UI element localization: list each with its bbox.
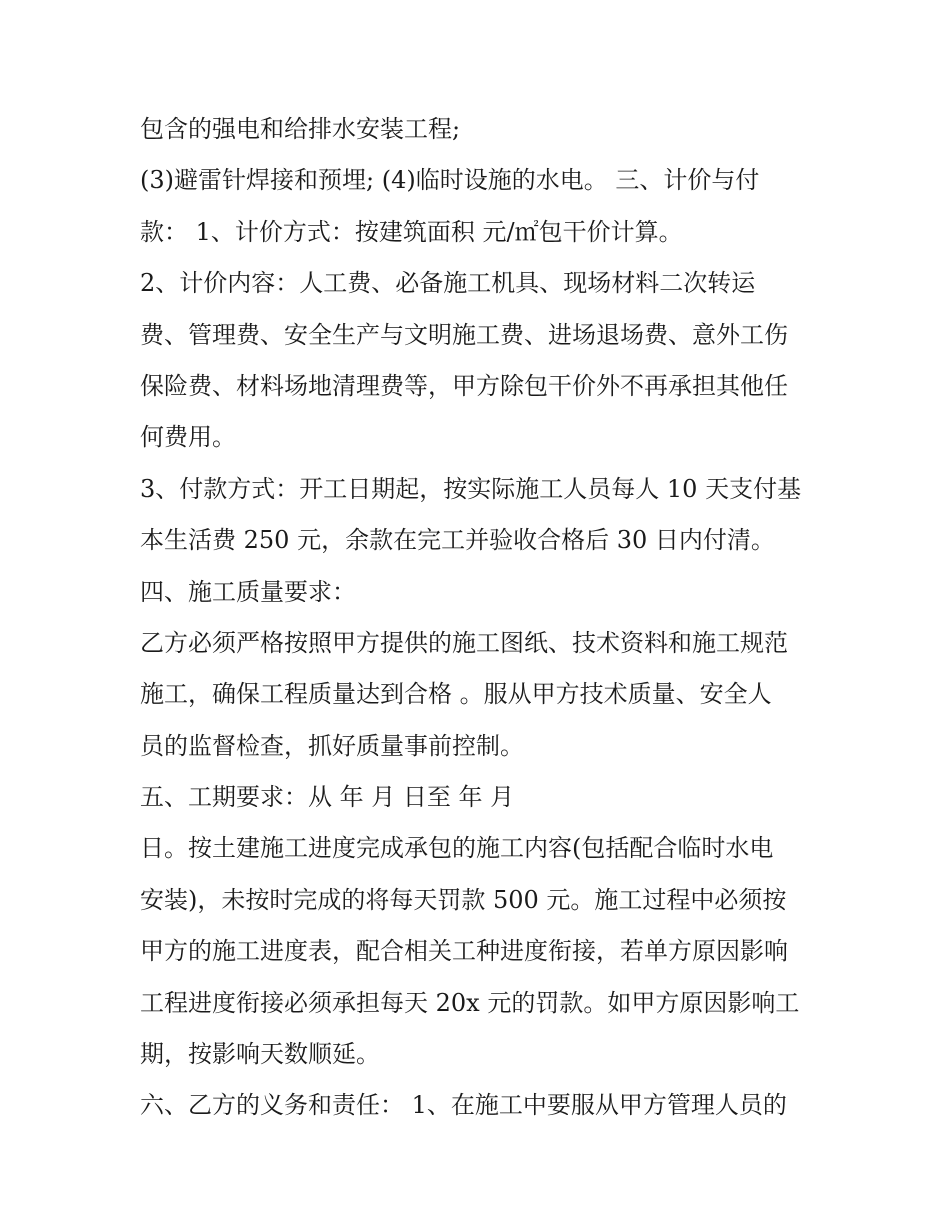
text-line: 2、计价内容：人工费、必备施工机具、现场材料二次转运	[140, 269, 756, 298]
section-heading: 四、施工质量要求：	[140, 577, 356, 606]
text-line: 工程进度衔接必须承担每天 20x 元的罚款。如甲方原因影响工	[140, 988, 800, 1017]
text-line: 甲方的施工进度表，配合相关工种进度衔接，若单方原因影响	[140, 937, 788, 966]
text-line: 包含的强电和给排水安装工程;	[140, 115, 461, 143]
text-line: 日。按土建施工进度完成承包的施工内容(包括配合临时水电	[140, 834, 774, 863]
text-line: 保险费、材料场地清理费等，甲方除包干价外不再承担其他任	[140, 371, 788, 400]
text-line: 本生活费 250 元，余款在完工并验收合格后 30 日内付清。	[140, 526, 775, 555]
section-heading: 五、工期要求：从 年 月 日至 年 月	[140, 783, 515, 812]
text-line: 款： 1、计价方式：按建筑面积 元/㎡包干价计算。	[140, 217, 683, 246]
text-line: 乙方必须严格按照甲方提供的施工图纸、技术资料和施工规范	[140, 628, 788, 657]
text-line: 期，按影响天数顺延。	[140, 1040, 380, 1069]
text-line: (3)避雷针焊接和预埋; (4)临时设施的水电。 三、计价与付	[140, 166, 760, 195]
text-line: 费、管理费、安全生产与文明施工费、进场退场费、意外工伤	[140, 320, 788, 349]
text-line: 何费用。	[140, 423, 236, 452]
document-body	[140, 104, 830, 1132]
text-line: 六、乙方的义务和责任： 1、在施工中要服从甲方管理人员的	[140, 1091, 787, 1120]
text-line: 3、付款方式：开工日期起，按实际施工人员每人 10 天支付基	[140, 474, 802, 503]
text-line: 施工，确保工程质量达到合格 。服从甲方技术质量、安全人	[140, 680, 772, 709]
text-line: 安装)，未按时完成的将每天罚款 500 元。施工过程中必须按	[140, 885, 787, 914]
text-line: 员的监督检查，抓好质量事前控制。	[140, 731, 524, 760]
